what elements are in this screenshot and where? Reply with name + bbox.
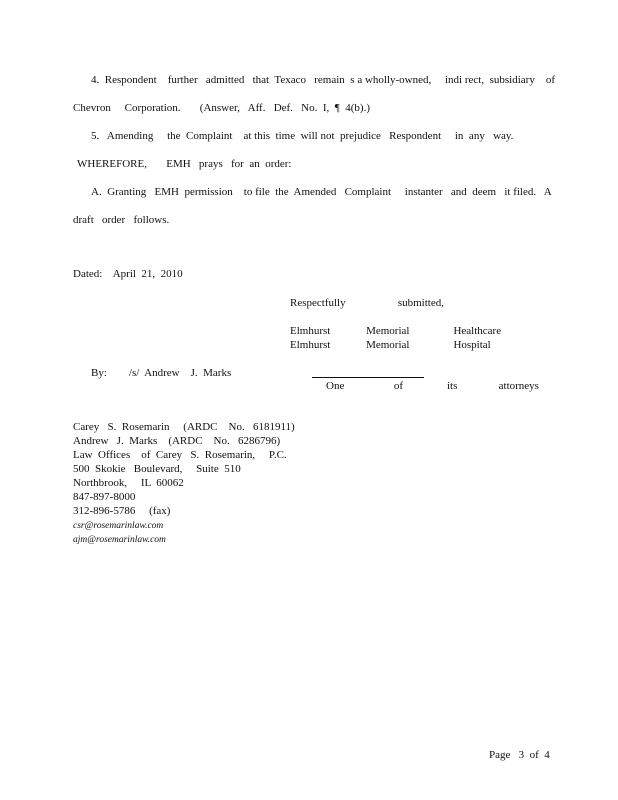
wherefore-clause: WHEREFORE, EMH prays for an order: — [77, 158, 292, 170]
email-link[interactable]: csr@rosemarinlaw.com — [73, 521, 164, 531]
party-name-line-2: Elmhurst Memorial Hospital — [290, 339, 491, 351]
counsel-line: Carey S. Rosemarin (ARDC No. 6181911) — [73, 421, 295, 433]
paragraph-4-line-1: 4. Respondent further admitted that Texaco remain s a wholly-owned, indi rect, subsidiary of — [91, 74, 555, 86]
email-link[interactable]: ajm@rosemarinlaw.com — [73, 535, 166, 545]
party-name-line-1: Elmhurst Memorial Healthcare — [290, 325, 502, 337]
counsel-line: Northbrook, IL 60062 — [73, 477, 184, 489]
counsel-line: Law Offices of Carey S. Rosemarin, P.C. — [73, 449, 287, 461]
page-number: Page 3 of 4 — [489, 749, 550, 761]
respectfully-submitted: Respectfully submitted, — [290, 297, 444, 309]
signed-by-line: By: /s/ Andrew J. Marks — [91, 367, 232, 379]
paragraph-5: 5. Amending the Complaint at this time will not prejudice Respondent in any way. — [91, 130, 514, 142]
dated-line: Dated: April 21, 2010 — [73, 268, 183, 280]
signature-rule — [312, 377, 424, 378]
counsel-phone: 847-897-8000 — [73, 491, 136, 503]
paragraph-a-line-2: draft order follows. — [73, 214, 170, 226]
paragraph-4-line-2: Chevron Corporation. (Answer, Aff. Def. No. I, ¶ 4(b).) — [73, 102, 371, 114]
counsel-line: Andrew J. Marks (ARDC No. 6286796) — [73, 435, 281, 447]
one-of-its-attorneys: One of its attorneys — [326, 380, 539, 392]
counsel-line: 500 Skokie Boulevard, Suite 510 — [73, 463, 241, 475]
counsel-fax: 312-896-5786 (fax) — [73, 505, 171, 517]
paragraph-a-line-1: A. Granting EMH permission to file the Amended Complaint instanter and deem it filed. A — [91, 186, 552, 198]
